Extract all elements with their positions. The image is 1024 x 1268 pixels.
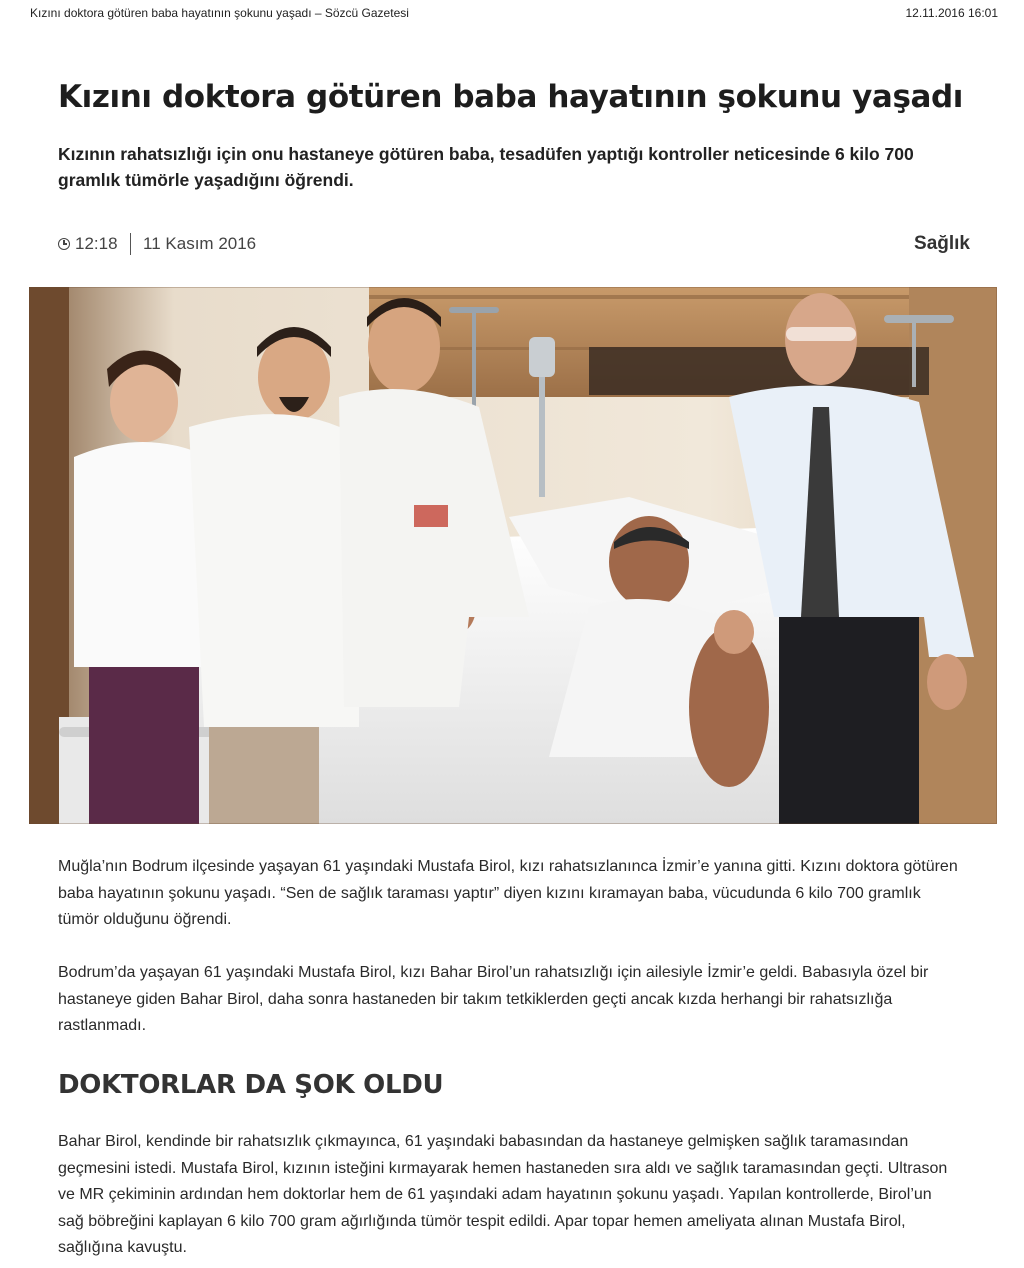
clock-icon bbox=[58, 238, 70, 250]
hospital-room-illustration bbox=[29, 287, 997, 824]
article-category[interactable]: Sağlık bbox=[914, 233, 970, 254]
article-paragraph-2: Bodrum’da yaşayan 61 yaşındaki Mustafa Birol, kızı Bahar Birol’un rahatsızlığı için ailesiyle İzmir’e geldi. Babasıyla özel bir hastaneye giden Bahar Birol, daha sonra hastaneden bir takım tetkiklerden geçti ancak kızda herhangi bir rahatsızlığa rastlanmadı. bbox=[58, 964, 929, 1034]
article-photo bbox=[29, 287, 997, 824]
meta-divider bbox=[130, 233, 132, 255]
article-paragraph-3: Bahar Birol, kendinde bir rahatsızlık çıkmayınca, 61 yaşındaki babasından da hastaneye gelmişken sağlık taramasından geçmesini istedi. Mustafa Birol, kızının isteğini kırmayarak hemen hastaneden sıra aldı ve sağlık taramasından geçti. Ultrason ve MR çekiminin ardından hem doktorlar hem de 61 yaşındaki adam hayatının şokunu yaşadı. Yapılan kontrollerde, Birol’un sağ böbreğini kaplayan 6 kilo 700 gram ağırlığında tümör tespit edildi. Apar topar hemen ameliyata alınan Mustafa Birol, sağlığına kavuştu. bbox=[58, 1133, 948, 1256]
article-time: 12:18 bbox=[75, 234, 118, 253]
article-paragraph-1: Muğla’nın Bodrum ilçesinde yaşayan 61 yaşındaki Mustafa Birol, kızı rahatsızlanınca İzmir’e yanına gitti. Kızını doktora götüren baba hayatının şokunu yaşadı. “Sen de sağlık taraması yaptır” diyen kızını kıramayan baba, vücudunda 6 kilo 700 gramlık tümör olduğunu öğrendi. bbox=[58, 858, 958, 928]
print-header-title: Kızını doktora götüren baba hayatının şokunu yaşadı – Sözcü Gazetesi bbox=[30, 6, 409, 20]
article-date: 11 Kasım 2016 bbox=[143, 234, 257, 253]
article-headline: Kızını doktora götüren baba hayatının şokunu yaşadı bbox=[58, 79, 964, 115]
article-summary: Kızının rahatsızlığı için onu hastaneye götüren baba, tesadüfen yaptığı kontroller neticesinde 6 kilo 700 gramlık tümörle yaşadığını öğrendi. bbox=[58, 144, 914, 190]
article-subheading: DOKTORLAR DA ŞOK OLDU bbox=[58, 1070, 444, 1100]
print-header-datetime: 12.11.2016 16:01 bbox=[905, 6, 998, 20]
article-meta bbox=[58, 230, 970, 258]
